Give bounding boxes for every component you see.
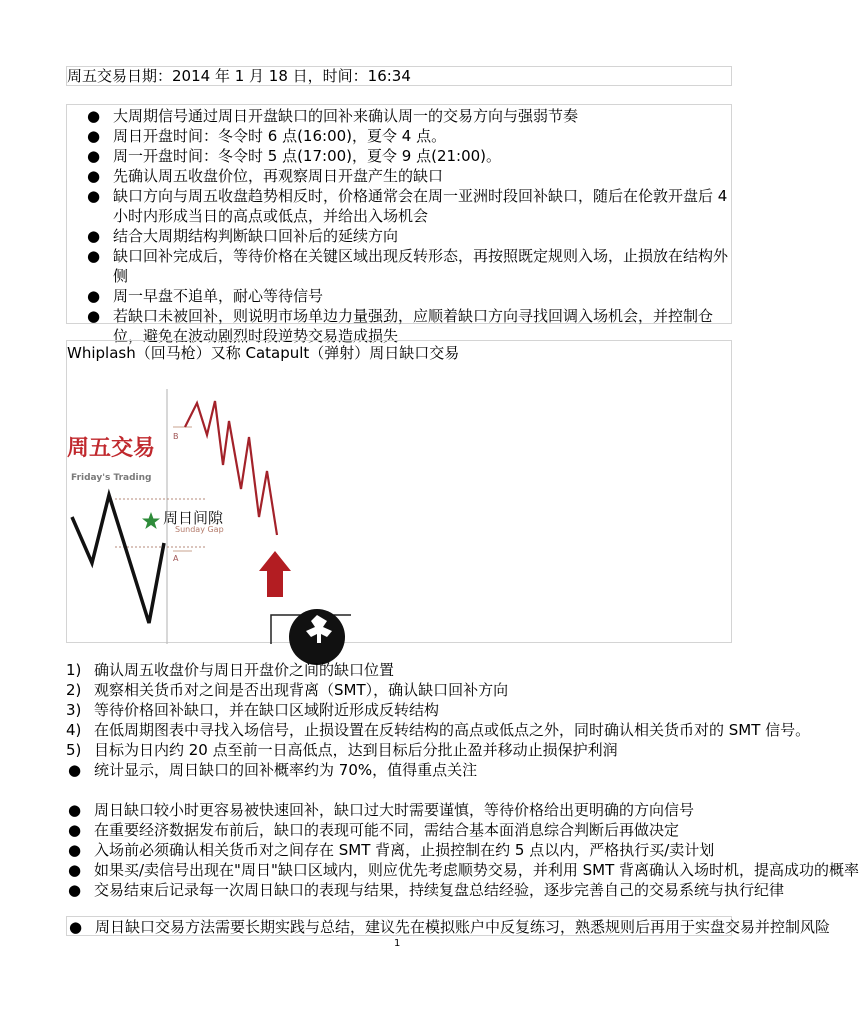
tip-item: ● 如果买/卖信号出现在"周日"缺口区域内，则应优先考虑顺势交易，并利用 SMT 背离确认入场时机，提高成功的概率 bbox=[68, 861, 859, 879]
bullet-icon: ● bbox=[87, 247, 101, 265]
sunday-gap-en: Sunday Gap bbox=[175, 525, 224, 534]
sunday-gap-cn: 周日间隙 bbox=[163, 509, 224, 527]
last-box bbox=[66, 916, 831, 936]
step-item: 5) 目标为日内约 20 点至前一日高低点，达到目标后分批止盈并移动止损保护利润 bbox=[66, 741, 618, 759]
tip-item: ● 交易结束后记录每一次周日缺口的表现与结果，持续复盘总结经验，逐步完善自己的交易系统与执行纪律 bbox=[68, 881, 785, 899]
note-item: ● 结合大周期结构判断缺口回补后的延续方向 bbox=[87, 227, 399, 245]
bullet-icon: ● bbox=[87, 167, 101, 185]
bullet-icon: ● bbox=[87, 227, 101, 245]
bullet-icon: ● bbox=[87, 287, 101, 305]
header-text: 周五交易日期：2014 年 1 月 18 日，时间：16:34 bbox=[67, 67, 411, 85]
tip-item: ● 在重要经济数据发布前后，缺口的表现可能不同，需结合基本面消息综合判断后再做决定 bbox=[68, 821, 680, 839]
step-item: 4) 在低周期图表中寻找入场信号，止损设置在反转结构的高点或低点之外，同时确认相关货币对的 SMT 信号。 bbox=[66, 721, 811, 739]
bullet-icon: ● bbox=[69, 918, 83, 936]
bullet-icon: ● bbox=[68, 861, 82, 879]
bullet-icon: ● bbox=[87, 127, 101, 145]
page-number: 1 bbox=[394, 938, 401, 949]
stat-item: ● 统计显示，周日缺口的回补概率约为 70%，值得重点关注 bbox=[68, 761, 478, 779]
figure-title: Whiplash（回马枪）又称 Catapult（弹射）周日缺口交易 bbox=[67, 344, 460, 362]
steps-list bbox=[66, 660, 811, 780]
label-b: B bbox=[173, 432, 179, 441]
note-item: ● 先确认周五收盘价位，再观察周日开盘产生的缺口 bbox=[87, 167, 444, 185]
bullet-icon: ● bbox=[87, 107, 101, 125]
note-item: ● 若缺口未被回补，则说明市场单边力量强劲，应顺着缺口方向寻找回调入场机会，并控制仓位，避免在波动剧烈时段逆势交易造成损失 bbox=[87, 307, 714, 345]
note-item: ● 周一早盘不追单，耐心等待信号 bbox=[87, 287, 324, 305]
step-item: 2) 观察相关货币对之间是否出现背离（SMT），确认缺口回补方向 bbox=[66, 681, 509, 699]
header-box bbox=[66, 66, 732, 86]
note-item: ● 大周期信号通过周日开盘缺口的回补来确认周一的交易方向与强弱节奏 bbox=[87, 107, 579, 125]
tip-item: ● 入场前必须确认相关货币对之间存在 SMT 背离，止损控制在约 5 点以内，严格执行买/卖计划 bbox=[68, 841, 715, 859]
bullet-icon: ● bbox=[68, 801, 82, 819]
bullet-icon: ● bbox=[87, 187, 101, 205]
note-item: ● 缺口方向与周五收盘趋势相反时，价格通常会在周一亚洲时段回补缺口，随后在伦敦开盘后 4 小时内形成当日的高点或低点，并给出入场机会 bbox=[87, 187, 728, 225]
friday-trading-cn: 周五交易 bbox=[67, 436, 156, 461]
label-a: A bbox=[173, 554, 179, 563]
bullet-icon: ● bbox=[68, 881, 82, 899]
bullet-icon: ● bbox=[68, 841, 82, 859]
bullet-icon: ● bbox=[68, 821, 82, 839]
bullet-icon: ● bbox=[87, 147, 101, 165]
note-item: ● 缺口回补完成后，等待价格在关键区域出现反转形态，再按照既定规则入场，止损放在结构外侧 bbox=[87, 247, 729, 285]
bullet-icon: ● bbox=[68, 761, 82, 779]
last-item: ● 周日缺口交易方法需要长期实践与总结，建议先在模拟账户中反复练习，熟悉规则后再用于实盘交易并控制风险 bbox=[69, 918, 831, 936]
bullet-icon: ● bbox=[87, 307, 101, 325]
tip-item: ● 周日缺口较小时更容易被快速回补，缺口过大时需要谨慎，等待价格给出更明确的方向信号 bbox=[68, 801, 695, 819]
friday-trading-en: Friday's Trading bbox=[71, 473, 152, 483]
note-item: ● 周日开盘时间：冬令时 6 点(16:00)，夏令 4 点。 bbox=[87, 127, 447, 145]
figure-box bbox=[66, 340, 732, 643]
step-item: 3) 等待价格回补缺口，并在缺口区域附近形成反转结构 bbox=[66, 701, 440, 719]
star-icon bbox=[142, 512, 160, 529]
notes-box bbox=[66, 104, 732, 345]
note-item: ● 周一开盘时间：冬令时 5 点(17:00)，夏令 9 点(21:00)。 bbox=[87, 147, 502, 165]
up-arrow-icon bbox=[259, 551, 291, 597]
sunday-gap-diagram bbox=[67, 365, 731, 644]
step-item: 1) 确认周五收盘价与周日开盘价之间的缺口位置 bbox=[66, 661, 395, 679]
tips-list bbox=[66, 800, 859, 900]
notes-list bbox=[67, 106, 731, 346]
